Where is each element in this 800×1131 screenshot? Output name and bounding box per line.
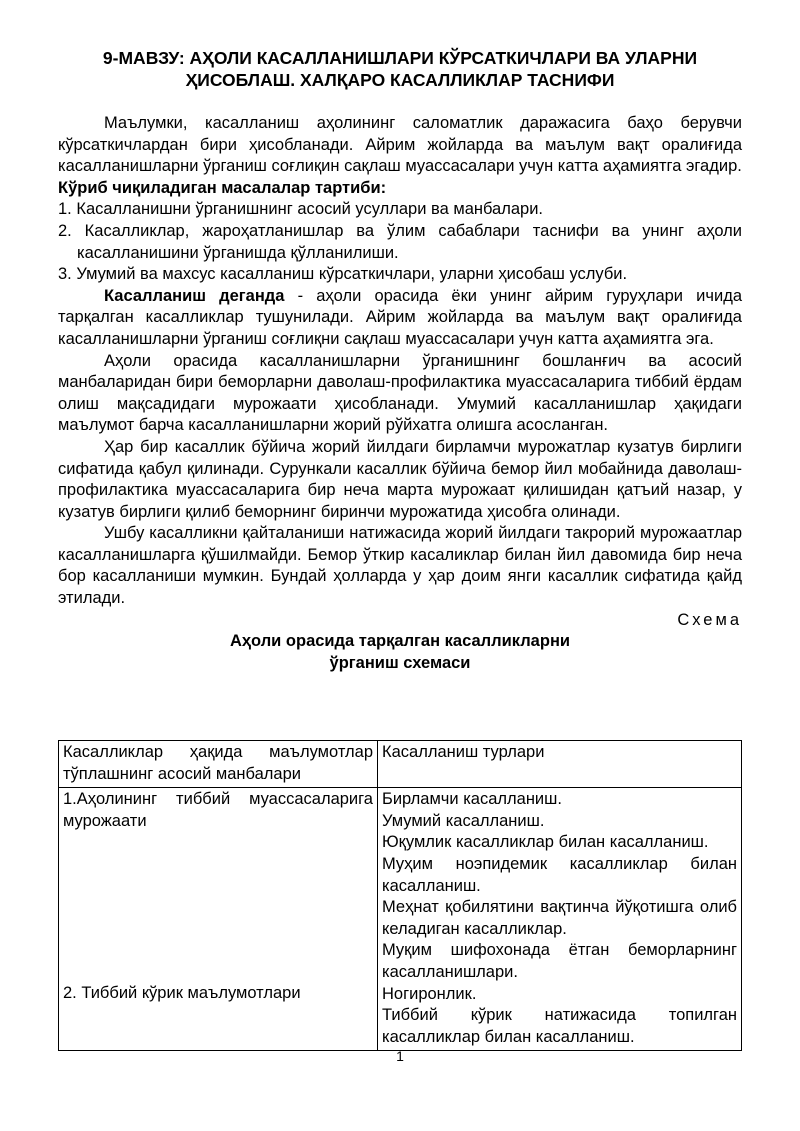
intro-paragraph: Маълумки, касалланиш аҳолининг саломатлик даражасига баҳо берувчи кўрсаткичлардан бири ҳисобланади. Айрим жойларда ва маълум вақт оралиғида касалланишларни ўрганиш соғлиқин сақлаш муассасалари учун катта аҳамиятга эгадир. bbox=[58, 114, 742, 176]
sources-cell bbox=[59, 788, 378, 1051]
issue-item-2: 2. Касалликлар, жароҳатланишлар ва ўлим сабаблари таснифи ва унинг аҳоли касалланишини ўрганишда қўлланилиши. bbox=[58, 221, 742, 262]
type-item-5: Меҳнат қобилятини вақтинча йўқотишга олиб келадиган касалликлар. bbox=[382, 898, 737, 938]
type-item-3: Юқумлик касалликлар билан касалланиш. bbox=[382, 833, 709, 852]
type-item-7: Ногиронлик. bbox=[382, 984, 477, 1003]
scheme-table bbox=[58, 740, 742, 1051]
type-item-8: Тиббий кўрик натижасида топилган касалликлар билан касалланиш. bbox=[382, 1006, 737, 1046]
type-item-2: Умумий касалланиш. bbox=[382, 811, 545, 830]
body-paragraph-3: Ушбу касалликни қайталаниши натижасида жорий йилдаги такрорий мурожаатлар касалланишларга қўшилмайди. Бемор ўткир касаликлар билан йил давомида бир неча бор касалланиши мумкин. Бундай ҳолларда у ҳар доим янги касаллик сифатида қайд этилади. bbox=[58, 524, 742, 608]
page-number: 1 bbox=[396, 1048, 404, 1064]
issue-item-3: 3. Умумий ва махсус касалланиш кўрсаткичлари, уларни ҳисобаш услуби. bbox=[58, 265, 628, 284]
body-paragraph-2: Ҳар бир касаллик бўйича жорий йилдаги бирламчи мурожатлар кузатув бирлиги сифатида қабул қилинади. Сурункали касаллик бўйича бемор йил мобайнида даволаш-профилактика муассасаларига бир неча марта мурожаат қилишидан қатъий назар, у кузатув бирлиги қилиб беморнинг биринчи мурожатида ҳисобга олинади. bbox=[58, 437, 742, 521]
document-body bbox=[58, 113, 742, 674]
header-sources: Касалликлар ҳақида маълумотлар тўплашнинг асосий манбалари bbox=[59, 741, 378, 788]
body-paragraph-1: Аҳоли орасида касалланишларни ўрганишнинг бошланғич ва асосий манбаларидан бири беморларни даволаш-профилактика муассасаларига тиббий ёрдам олиш мақсадидаги мурожаати ҳисобланади. Умумий касалланишлар ҳақидаги маълумот барча касалланишларни жорий рўйхатга олишга асосланган. bbox=[58, 351, 742, 435]
type-item-4: Муҳим ноэпидемик касалликлар билан касалланиш. bbox=[382, 854, 737, 895]
title-line-2: ҲИСОБЛАШ. ХАЛҚАРО КАСАЛЛИКЛАР ТАСНИФИ bbox=[185, 70, 615, 90]
table-header-row bbox=[59, 741, 742, 788]
definition-text: - аҳоли орасида ёки унинг айрим гуруҳлари ичида тарқалган касалликлар тушунилади. Айрим жойларда ва маълум вақт оралиғида касалланишларни ўрганиш соғлиқни сақлаш муассасалари учун катта аҳамиятга эга. bbox=[58, 286, 742, 348]
page-title bbox=[58, 47, 742, 91]
table-row bbox=[59, 788, 742, 1051]
issues-heading: Кўриб чиқиладиган масалалар тартиби: bbox=[58, 178, 387, 197]
scheme-title-line-1: Аҳоли орасида тарқалган касалликларни bbox=[229, 632, 571, 651]
type-item-1: Бирламчи касалланиш. bbox=[382, 790, 562, 809]
title-line-1: 9-МАВЗУ: АҲОЛИ КАСАЛЛАНИШЛАРИ КЎРСАТКИЧЛАРИ ВА УЛАРНИ bbox=[102, 48, 698, 68]
scheme-label: Схема bbox=[677, 610, 742, 629]
header-types: Касалланиш турлари bbox=[378, 741, 742, 788]
scheme-title-line-2: ўрганиш схемаси bbox=[329, 653, 471, 672]
definition-term: Касалланиш деганда bbox=[104, 286, 285, 305]
type-item-6: Муқим шифохонада ётган беморларнинг касалланишлари. bbox=[382, 941, 737, 981]
issue-item-1: 1. Касалланишни ўрганишнинг асосий усуллари ва манбалари. bbox=[58, 200, 544, 219]
source-item-2: 2. Тиббий кўрик маълумотлари bbox=[63, 984, 301, 1003]
definition-paragraph bbox=[58, 286, 742, 351]
source-item-1: 1.Аҳолининг тиббий муассасаларига мурожаати bbox=[63, 790, 373, 830]
types-cell bbox=[378, 788, 742, 1051]
